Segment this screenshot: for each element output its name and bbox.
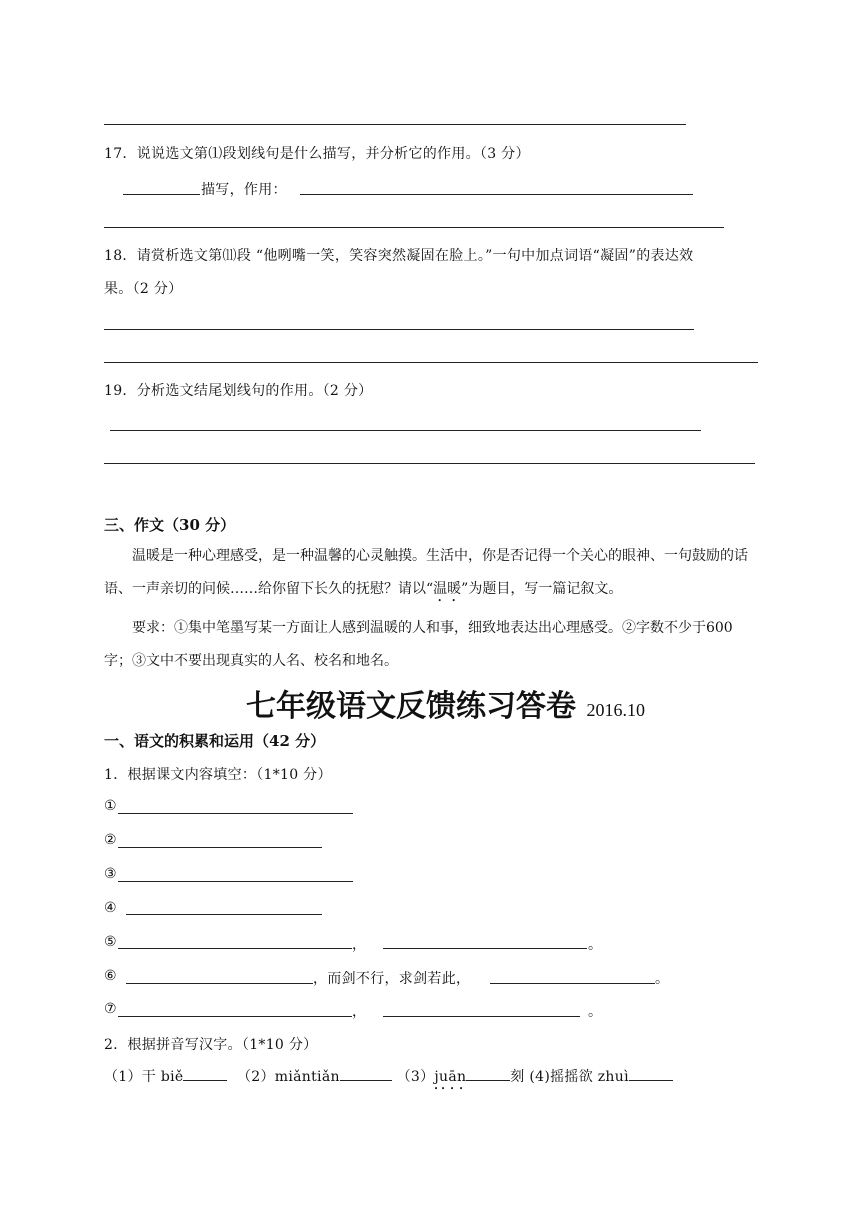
answer-blank-17a[interactable] xyxy=(123,194,200,195)
question-18-line1: 18．请赏析选文第⑾段 “他咧嘴一笑，笑容突然凝固在脸上。”一句中加点词语“凝固”的表达效 xyxy=(104,248,694,264)
question-18-line2: 果。（2 分） xyxy=(104,281,183,297)
answer-line-19a[interactable] xyxy=(110,430,701,431)
fill-blank-6a[interactable] xyxy=(126,983,313,984)
answer-sheet-title: 七年级语文反馈练习答卷 2016.10 xyxy=(246,689,645,724)
period: 。 xyxy=(655,971,670,987)
fill-blank-5b[interactable] xyxy=(383,948,587,949)
section-1-heading: 一、语文的积累和运用（42 分） xyxy=(104,732,326,750)
answer-line-17b[interactable] xyxy=(300,194,693,195)
blank-marker-5: ⑤ xyxy=(104,934,117,950)
pinyin-item-4: (4)摇摇欲 zhuì xyxy=(529,1069,629,1085)
dotted-word: 温暖 xyxy=(433,581,462,597)
period: 。 xyxy=(588,1004,603,1020)
composition-requirements: 要求：①集中笔墨写某一方面让人感到温暖的人和事，细致地表达出心理感受。②字数不少于600 字；③文中不要出现真实的人名、校名和地名。 xyxy=(104,620,733,669)
question-1: 1．根据课文内容填空：（1*10 分） xyxy=(104,767,332,783)
fill-blank-7b[interactable] xyxy=(383,1016,580,1017)
answer-line-19b[interactable] xyxy=(104,463,755,464)
blank-marker-2: ② xyxy=(104,832,117,848)
pinyin-blank-2[interactable] xyxy=(340,1066,392,1081)
blank-marker-1: ① xyxy=(104,798,117,814)
fill-blank-1[interactable] xyxy=(118,813,353,814)
question-17: 17．说说选文第⑴段划线句是什么描写，并分析它的作用。（3 分） xyxy=(104,146,530,162)
pinyin-blank-4[interactable] xyxy=(629,1066,673,1081)
question-6-text: ，而剑不行，求剑若此， xyxy=(313,971,471,987)
pinyin-item-2: （2）miǎntiǎn xyxy=(237,1069,340,1085)
fill-blank-2[interactable] xyxy=(118,847,322,848)
pinyin-row xyxy=(104,1066,673,1093)
comma: ， xyxy=(352,1004,367,1020)
fill-blank-3[interactable] xyxy=(118,881,353,882)
pinyin-blank-1[interactable] xyxy=(183,1066,227,1081)
blank-marker-3: ③ xyxy=(104,866,117,882)
fill-blank-7a[interactable] xyxy=(118,1016,352,1017)
composition-heading: 三、作文（30 分） xyxy=(104,516,236,534)
fill-blank-4[interactable] xyxy=(126,914,322,915)
fill-blank-5a[interactable] xyxy=(118,948,352,949)
answer-line-17c[interactable] xyxy=(104,227,724,228)
pinyin-item-3: juān xyxy=(434,1069,467,1085)
answer-line-18a[interactable] xyxy=(104,329,694,330)
pinyin-item-3-prefix: （3） xyxy=(396,1069,435,1085)
fill-blank-6b[interactable] xyxy=(490,983,655,984)
blank-marker-6: ⑥ xyxy=(104,968,117,984)
pinyin-item-1: （1）干 biě xyxy=(104,1069,184,1085)
pinyin-item-3-suffix: 刻 xyxy=(510,1069,525,1085)
answer-sheet-year: 2016.10 xyxy=(586,700,645,720)
answer-line[interactable] xyxy=(104,124,686,125)
composition-prompt: 温暖是一种心理感受，是一种温馨的心灵触摸。生活中，你是否记得一个关心的眼神、一句鼓励的话语、一声亲切的问候……给你留下长久的抚慰？请以“温暖”为题目，写一篇记叙文。 xyxy=(104,548,748,597)
comma: ， xyxy=(352,937,367,953)
pinyin-blank-3[interactable] xyxy=(466,1066,510,1081)
question-17-describe-label: 描写，作用： xyxy=(201,182,287,198)
question-19: 19．分析选文结尾划线句的作用。（2 分） xyxy=(104,383,373,399)
period: 。 xyxy=(588,937,603,953)
question-2: 2．根据拼音写汉字。（1*10 分） xyxy=(104,1037,318,1053)
answer-line-18b[interactable] xyxy=(104,362,758,363)
blank-marker-7: ⑦ xyxy=(104,1001,117,1017)
blank-marker-4: ④ xyxy=(104,900,117,916)
